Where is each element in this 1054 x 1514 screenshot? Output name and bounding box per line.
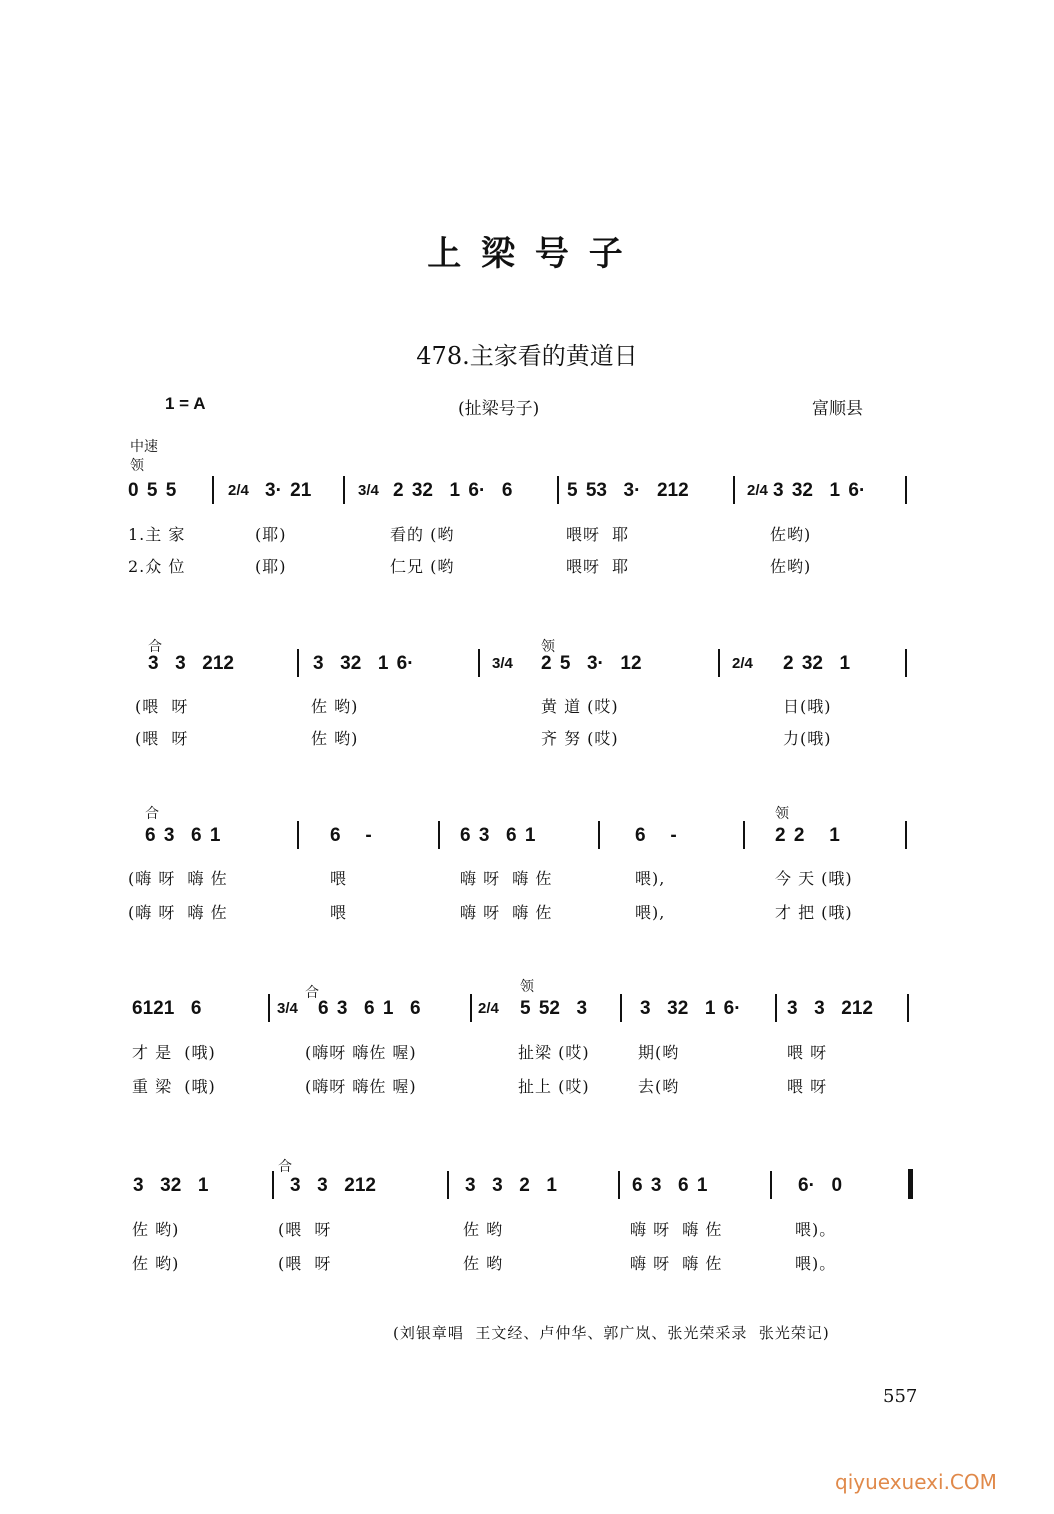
- measure-notes: 3 3 212: [290, 1175, 376, 1196]
- barline: [598, 821, 600, 849]
- barline: [438, 821, 440, 849]
- time-signature: 2/4: [732, 655, 753, 672]
- measure-notes: 5 52 3: [520, 998, 588, 1019]
- lyric-verse-1: 佐 哟: [463, 1220, 504, 1239]
- role-label: 领: [130, 458, 144, 474]
- lyric-verse-1: 佐 哟): [311, 697, 359, 716]
- lyric-verse-1: 黄 道 (哎): [541, 697, 619, 716]
- measure-notes: 3 32 1: [133, 1175, 209, 1196]
- lyric-verse-1: 喂呀 耶: [566, 525, 630, 544]
- time-signature: 2/4: [228, 482, 249, 499]
- measure-notes: 0 5 5: [128, 480, 177, 501]
- lyric-verse-1: 嗨 呀 嗨 佐: [460, 869, 553, 888]
- barline: [618, 1171, 620, 1199]
- lyric-verse-1: 佐 哟): [132, 1220, 180, 1239]
- lyric-verse-1: 喂),: [635, 869, 666, 888]
- measure-notes: 6121 6: [132, 998, 202, 1019]
- lyric-verse-1: (喂 呀: [135, 697, 189, 716]
- measure-notes: 6 -: [635, 825, 677, 846]
- lyric-verse-2: (喂 呀: [135, 729, 189, 748]
- time-signature: 3/4: [492, 655, 513, 672]
- lyric-verse-2: 2.众 位: [128, 557, 186, 576]
- measure-notes: 3 32 1 6·: [773, 480, 866, 501]
- barline: [297, 649, 299, 677]
- role-label: 领: [775, 806, 789, 822]
- lyric-verse-1: 日(哦): [783, 697, 832, 716]
- time-signature: 2/4: [747, 482, 768, 499]
- measure-notes: 6 3 6 1 6: [318, 998, 421, 1019]
- lyric-verse-1: 期(哟: [638, 1043, 680, 1062]
- tempo-marking: 中速: [130, 439, 158, 455]
- barline: [620, 994, 622, 1022]
- genre-label: (扯梁号子): [458, 399, 540, 419]
- lyric-verse-2: (嗨 呀 嗨 佐: [128, 903, 228, 922]
- role-label: 领: [541, 639, 555, 655]
- measure-notes: 3 32 1 6·: [640, 998, 741, 1019]
- region-label: 富顺县: [812, 399, 863, 419]
- measure-notes: 3 3 2 1: [465, 1175, 557, 1196]
- time-signature: 3/4: [358, 482, 379, 499]
- lyric-verse-1: 看的 (哟: [390, 525, 455, 544]
- time-signature: 3/4: [277, 1000, 298, 1017]
- barline: [770, 1171, 772, 1199]
- lyric-verse-2: 重 梁 (哦): [132, 1077, 216, 1096]
- lyric-verse-2: 齐 努 (哎): [541, 729, 619, 748]
- lyric-verse-2: 嗨 呀 嗨 佐: [630, 1254, 723, 1273]
- lyric-verse-1: (嗨 呀 嗨 佐: [128, 869, 228, 888]
- lyric-verse-2: 力(哦): [783, 729, 832, 748]
- measure-notes: 3 32 1 6·: [313, 653, 414, 674]
- barline: [343, 476, 345, 504]
- role-label: 合: [148, 639, 162, 655]
- measure-notes: 6 3 6 1: [460, 825, 536, 846]
- lyric-verse-1: 喂 呀: [787, 1043, 828, 1062]
- role-label: 合: [305, 985, 319, 1001]
- watermark: qiyuexuexi.COM: [835, 1470, 997, 1494]
- lyric-verse-1: (喂 呀: [278, 1220, 332, 1239]
- measure-notes: 6 3 6 1: [632, 1175, 708, 1196]
- lyric-verse-1: 嗨 呀 嗨 佐: [630, 1220, 723, 1239]
- measure-notes: 2 32 1 6· 6: [393, 480, 513, 501]
- lyric-verse-2: 才 把 (哦): [775, 903, 853, 922]
- barline: [733, 476, 735, 504]
- credits: (刘银章唱 王文经、卢仲华、郭广岚、张光荣采录 张光荣记): [393, 1324, 830, 1342]
- role-label: 领: [520, 979, 534, 995]
- lyric-verse-1: 今 天 (哦): [775, 869, 853, 888]
- lyric-verse-2: 佐 哟): [132, 1254, 180, 1273]
- section-title: 上 梁 号 子: [427, 234, 627, 274]
- lyric-verse-2: 扯上 (哎): [518, 1077, 590, 1096]
- lyric-verse-2: (喂 呀: [278, 1254, 332, 1273]
- lyric-verse-2: (耶): [255, 557, 287, 576]
- measure-notes: 5 53 3· 212: [567, 480, 689, 501]
- measure-notes: 2 2 1: [775, 825, 840, 846]
- measure-notes: 2 5 3· 12: [541, 653, 642, 674]
- lyric-verse-2: 去(哟: [638, 1077, 680, 1096]
- lyric-verse-2: 喂)。: [795, 1254, 837, 1273]
- barline: [268, 994, 270, 1022]
- barline: [907, 994, 909, 1022]
- key-signature: 1 = A: [165, 394, 206, 413]
- time-signature: 2/4: [478, 1000, 499, 1017]
- barline: [905, 821, 907, 849]
- role-label: 合: [278, 1159, 292, 1175]
- lyric-verse-2: 嗨 呀 嗨 佐: [460, 903, 553, 922]
- song-title: 478.主家看的黄道日: [416, 342, 638, 370]
- lyric-verse-1: 才 是 (哦): [132, 1043, 216, 1062]
- barline: [447, 1171, 449, 1199]
- page-number: 557: [883, 1386, 918, 1407]
- measure-notes: 3· 21: [265, 480, 312, 501]
- lyric-verse-1: 1.主 家: [128, 525, 186, 544]
- barline: [905, 476, 907, 504]
- lyric-verse-1: 喂: [330, 869, 348, 888]
- lyric-verse-2: 喂: [330, 903, 348, 922]
- barline: [297, 821, 299, 849]
- barline: [775, 994, 777, 1022]
- barline: [905, 649, 907, 677]
- final-barline: [908, 1169, 913, 1199]
- lyric-verse-1: 扯梁 (哎): [518, 1043, 590, 1062]
- lyric-verse-2: 喂 呀: [787, 1077, 828, 1096]
- lyric-verse-1: (耶): [255, 525, 287, 544]
- lyric-verse-1: 佐哟): [770, 525, 812, 544]
- measure-notes: 6 3 6 1: [145, 825, 221, 846]
- measure-notes: 3 3 212: [787, 998, 873, 1019]
- role-label: 合: [145, 806, 159, 822]
- barline: [272, 1171, 274, 1199]
- measure-notes: 6 -: [330, 825, 372, 846]
- lyric-verse-2: 佐 哟): [311, 729, 359, 748]
- measure-notes: 6· 0: [798, 1175, 843, 1196]
- lyric-verse-2: 佐 哟: [463, 1254, 504, 1273]
- lyric-verse-2: 佐哟): [770, 557, 812, 576]
- barline: [557, 476, 559, 504]
- barline: [478, 649, 480, 677]
- lyric-verse-2: 喂呀 耶: [566, 557, 630, 576]
- lyric-verse-2: (嗨呀 嗨佐 喔): [305, 1077, 417, 1096]
- lyric-verse-1: (嗨呀 嗨佐 喔): [305, 1043, 417, 1062]
- barline: [743, 821, 745, 849]
- measure-notes: 3 3 212: [148, 653, 234, 674]
- lyric-verse-1: 喂)。: [795, 1220, 837, 1239]
- barline: [718, 649, 720, 677]
- measure-notes: 2 32 1: [783, 653, 851, 674]
- barline: [212, 476, 214, 504]
- barline: [470, 994, 472, 1022]
- lyric-verse-2: 喂),: [635, 903, 666, 922]
- lyric-verse-2: 仁兄 (哟: [390, 557, 455, 576]
